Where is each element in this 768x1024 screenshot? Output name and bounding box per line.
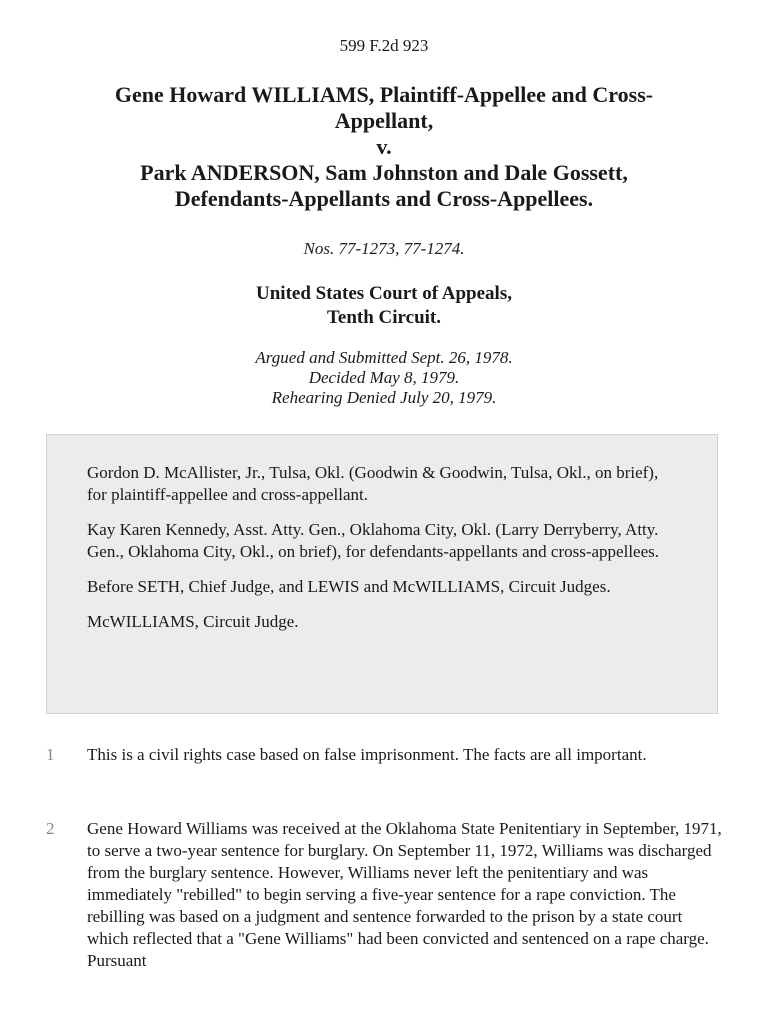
rehearing-date: Rehearing Denied July 20, 1979. <box>271 388 497 407</box>
court-name-line: United States Court of Appeals, <box>256 283 512 304</box>
paragraph-text: This is a civil rights case based on false imprisonment. The facts are all important. <box>87 745 647 764</box>
case-citation: 599 F.2d 923 <box>339 36 429 55</box>
case-title-line: Appellant, <box>334 108 434 133</box>
opinion-paragraph <box>46 744 726 766</box>
panel-judges: Before SETH, Chief Judge, and LEWIS and McWILLIAMS, Circuit Judges. <box>87 577 611 596</box>
court-circuit-line: Tenth Circuit. <box>326 307 442 328</box>
case-title-versus: v. <box>376 134 392 159</box>
paragraph-number: 1 <box>46 745 55 764</box>
case-title-line: Defendants-Appellants and Cross-Appellees. <box>174 186 594 211</box>
decided-date: Decided May 8, 1979. <box>308 368 460 387</box>
appellee-counsel: Gordon D. McAllister, Jr., Tulsa, Okl. (Goodwin & Goodwin, Tulsa, Okl., on brief), for plaintiff-appellee and cross-appellant. <box>87 463 659 504</box>
opinion-author: McWILLIAMS, Circuit Judge. <box>87 612 299 631</box>
court-name <box>0 282 768 330</box>
paragraph-text: Gene Howard Williams was received at the Oklahoma State Penitentiary in September, 1971, to serve a two-year sentence for burglary. On September 11, 1972, Williams was discharged from the burglary sentence. However, Williams never left the penitentiary and was immediately "rebilled" to begin serving a five-year sentence for a rape conviction. The rebilling was based on a judgment and sentence forwarded to the prison by a state court which reflected that a "Gene Williams" had been convicted and sentenced on a rape charge. Pursuant <box>87 819 722 970</box>
case-title <box>40 82 728 212</box>
case-title-line: Park ANDERSON, Sam Johnston and Dale Gossett, <box>140 160 628 185</box>
case-title-line: Gene Howard WILLIAMS, Plaintiff-Appellee and Cross- <box>114 82 654 107</box>
docket-numbers: Nos. 77-1273, 77-1274. <box>303 239 465 258</box>
argued-date: Argued and Submitted Sept. 26, 1978. <box>255 348 513 367</box>
counsel-panel <box>46 434 718 714</box>
opinion-paragraph <box>46 818 726 972</box>
appellant-counsel: Kay Karen Kennedy, Asst. Atty. Gen., Oklahoma City, Okl. (Larry Derryberry, Atty. Gen., Oklahoma City, Okl., on brief), for defendants-appellants and cross-appellees. <box>87 520 659 561</box>
paragraph-number: 2 <box>46 819 55 838</box>
case-dates <box>0 348 768 408</box>
